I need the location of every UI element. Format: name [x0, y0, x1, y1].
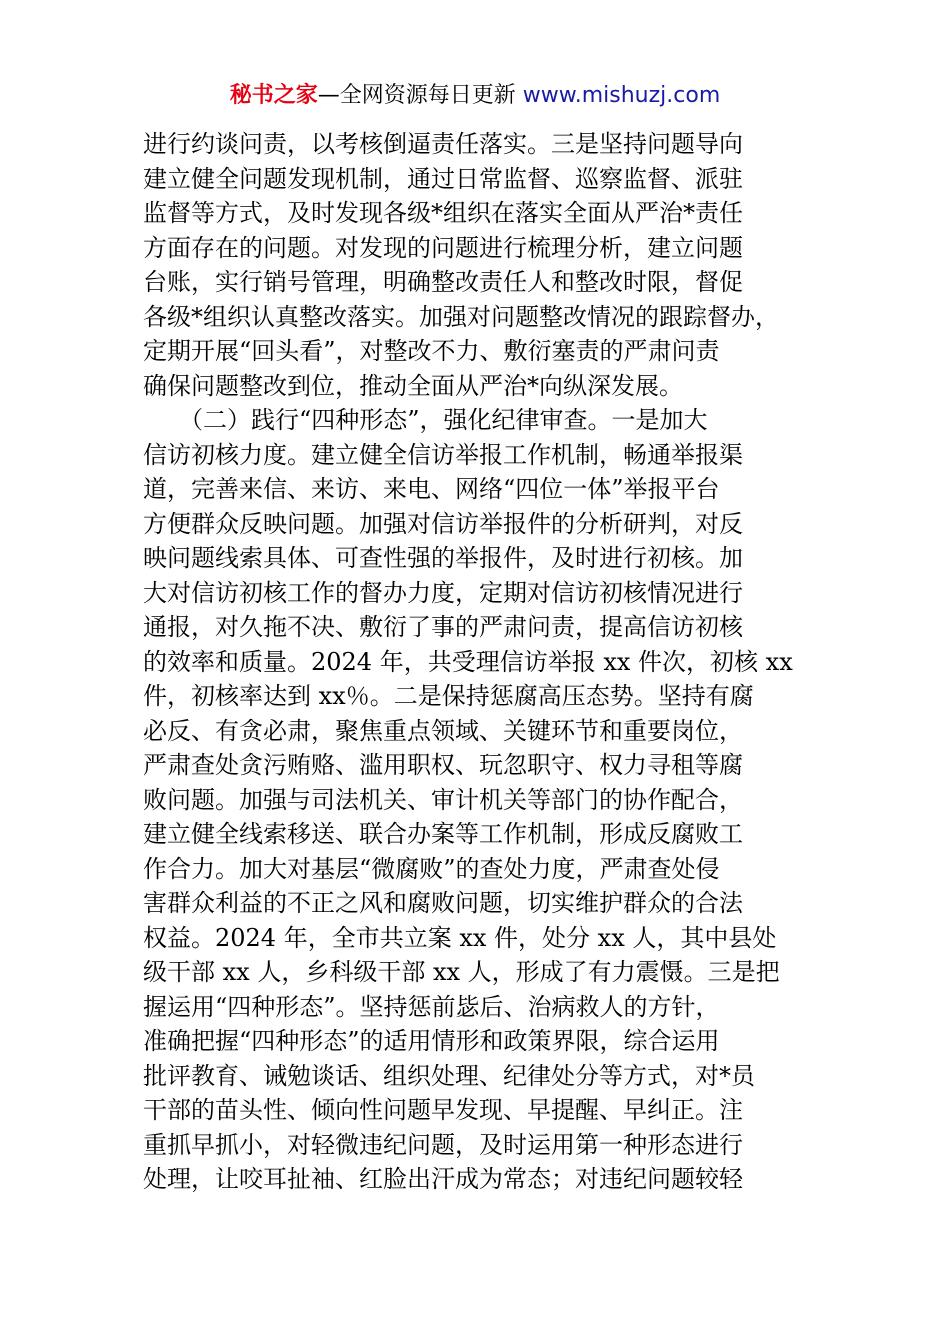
site-tagline: —全网资源每日更新: [317, 83, 523, 108]
site-brand: 秘书之家: [229, 83, 318, 108]
text-line: 批评教育、诫勉谈话、组织处理、纪律处分等方式，对*员: [143, 1061, 755, 1090]
text-line: 必反、有贪必肃，聚焦重点领域、关键环节和重要岗位，: [143, 716, 743, 745]
text-line: 建立健全问题发现机制，通过日常监督、巡察监督、派驻: [143, 164, 743, 193]
text-line: 处理，让咬耳扯袖、红脸出汗成为常态；对违纪问题较轻: [143, 1165, 743, 1193]
text-line: 重抓早抓小，对轻微违纪问题，及时运用第一种形态进行: [143, 1130, 743, 1159]
text-line: 干部的苗头性、倾向性问题早发现、早提醒、早纠正。注: [143, 1096, 743, 1124]
text-line: 害群众利益的不正之风和腐败问题，切实维护群众的合法: [143, 889, 743, 917]
site-header: [0, 80, 950, 112]
text-line: 方面存在的问题。对发现的问题进行梳理分析，建立问题: [143, 233, 743, 262]
text-line: 级干部 xx 人，乡科级干部 xx 人，形成了有力震慑。三是把: [143, 958, 780, 986]
text-line: 定期开展“回头看”，对整改不力、敷衍塞责的严肃问责: [143, 337, 720, 365]
text-line: 道，完善来信、来访、来电、网络“四位一体”举报平台: [143, 475, 720, 503]
text-line: 通报，对久拖不决、敷衍了事的严肃问责，提高信访初核: [143, 613, 743, 641]
text-line: 各级*组织认真整改落实。加强对问题整改情况的跟踪督办，: [143, 302, 779, 331]
site-url-link[interactable]: www.mishuzj.com: [522, 83, 721, 108]
text-line: 件，初核率达到 xx％。二是保持惩腐高压态势。坚持有腐: [143, 682, 754, 710]
text-line: 台账，实行销号管理，明确整改责任人和整改时限，督促: [143, 268, 743, 296]
text-line: 大对信访初核工作的督办力度，定期对信访初核情况进行: [143, 578, 743, 607]
text-line: 严肃查处贪污贿赂、滥用职权、玩忽职守、权力寻租等腐: [143, 751, 743, 779]
text-line: 方便群众反映问题。加强对信访举报件的分析研判，对反: [143, 509, 743, 538]
text-line: 确保问题整改到位，推动全面从严治*向纵深发展。: [143, 371, 683, 400]
text-line: 作合力。加大对基层“微腐败”的查处力度，严肃查处侵: [143, 854, 720, 883]
text-line: 建立健全线索移送、联合办案等工作机制，形成反腐败工: [143, 820, 743, 848]
text-line: （二）践行“四种形态”，强化纪律审查。一是加大: [143, 406, 708, 434]
document-body: [143, 127, 811, 1197]
text-line: 权益。2024 年，全市共立案 xx 件，处分 xx 人，其中县处: [143, 923, 777, 952]
text-line: 信访初核力度。建立健全信访举报工作机制，畅通举报渠: [143, 440, 743, 469]
text-line: 映问题线索具体、可查性强的举报件，及时进行初核。加: [143, 544, 743, 572]
text-line: 准确把握“四种形态”的适用情形和政策界限，综合运用: [143, 1027, 720, 1055]
text-line: 握运用“四种形态”。坚持惩前毖后、治病救人的方针，: [143, 992, 720, 1021]
text-line: 败问题。加强与司法机关、审计机关等部门的协作配合，: [143, 785, 743, 814]
text-line: 进行约谈问责，以考核倒逼责任落实。三是坚持问题导向: [143, 130, 743, 158]
text-line: 监督等方式，及时发现各级*组织在落实全面从严治*责任: [143, 199, 743, 227]
text-line: 的效率和质量。2024 年，共受理信访举报 xx 件次，初核 xx: [143, 647, 793, 676]
